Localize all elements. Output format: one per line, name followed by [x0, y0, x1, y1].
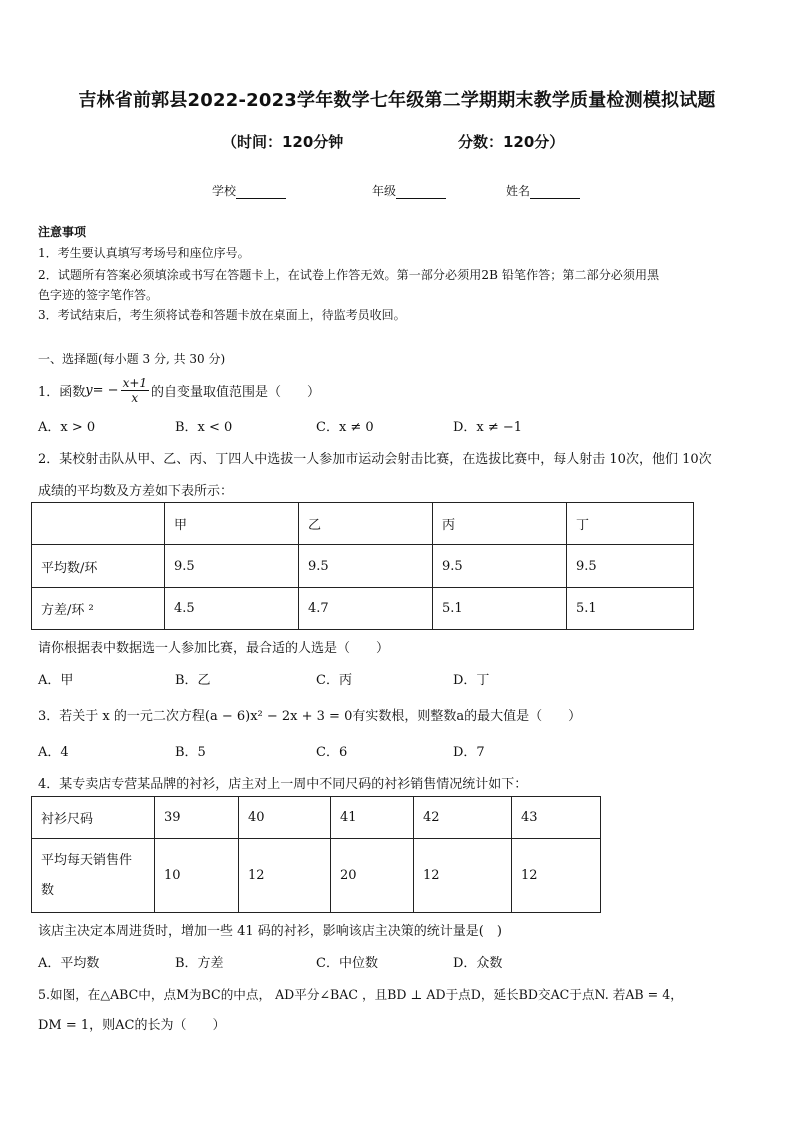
q1-eq: = −	[92, 382, 119, 398]
school-field[interactable]	[212, 182, 286, 199]
name-field[interactable]	[506, 182, 580, 199]
question-5-cont: DM = 1，则AC的长为（ ）	[38, 1018, 226, 1033]
table-cell: 丁	[567, 503, 694, 545]
table-row	[32, 588, 694, 630]
table-cell: 5.1	[433, 588, 567, 630]
row-label-line: 平均每天销售件	[41, 852, 133, 868]
grade-field[interactable]	[372, 182, 446, 199]
q2-option-b[interactable]: B．乙	[175, 673, 211, 688]
q2-table	[31, 502, 694, 630]
q3-option-d[interactable]: D．7	[453, 745, 485, 760]
q2-question: 请你根据表中数据选一人参加比赛，最合适的人选是（ ）	[38, 641, 390, 656]
grade-label: 年级	[372, 184, 397, 198]
table-cell: 9.5	[299, 545, 433, 588]
q4-option-b[interactable]: B．方差	[175, 956, 224, 971]
table-cell: 乙	[299, 503, 433, 545]
q1-suffix: 的自变量取值范围是（ ）	[151, 384, 321, 400]
q1-var-y: y	[85, 382, 93, 398]
q2-option-c[interactable]: C．丙	[316, 673, 352, 688]
table-cell: 12	[414, 839, 512, 913]
q3-option-c[interactable]: C．6	[316, 745, 348, 760]
q3-option-a[interactable]: A．4	[38, 745, 69, 760]
q1-fraction	[121, 376, 149, 405]
note-item: 色字迹的签字笔作答。	[38, 288, 159, 302]
q4-option-a[interactable]: A．平均数	[38, 956, 100, 971]
q1-option-b[interactable]: B．x < 0	[175, 420, 233, 435]
q1-denominator: x	[131, 390, 139, 405]
exam-score: 分数：120分）	[458, 133, 565, 151]
table-cell: 9.5	[165, 545, 299, 588]
q3-option-b[interactable]: B．5	[175, 745, 206, 760]
question-4: 4．某专卖店专营某品牌的衬衫，店主对上一周中不同尺码的衬衫销售情况统计如下：	[38, 777, 528, 792]
table-cell: 20	[331, 839, 414, 913]
table-cell: 4.7	[299, 588, 433, 630]
table-row	[32, 545, 694, 588]
question-5: 5.如图，在△ABC中，点M为BC的中点， AD平分∠BAC ，且BD ⊥ AD于点D，延长BD交AC于点N. 若AB = 4，	[38, 987, 683, 1002]
q1-option-c[interactable]: C．x ≠ 0	[316, 420, 374, 435]
note-item: 1．考生要认真填写考场号和座位序号。	[38, 246, 250, 260]
name-label: 姓名	[506, 184, 531, 198]
question-3: 3．若关于 x 的一元二次方程(a − 6)x² − 2x + 3 = 0有实数根，则整数a的最大值是（ ）	[38, 709, 582, 724]
table-cell: 39	[155, 797, 239, 839]
table-cell: 12	[239, 839, 331, 913]
table-cell: 4.5	[165, 588, 299, 630]
exam-title: 吉林省前郭县2022-2023学年数学七年级第二学期期末教学质量检测模拟试题	[78, 90, 716, 111]
table-cell: 平均数/环	[32, 545, 165, 588]
table-cell	[32, 503, 165, 545]
table-cell: 43	[512, 797, 601, 839]
table-cell: 9.5	[433, 545, 567, 588]
table-row	[32, 797, 601, 839]
exam-time: （时间：120分钟	[222, 133, 344, 151]
question-1	[38, 370, 320, 410]
q1-option-a[interactable]: A．x > 0	[38, 420, 96, 435]
notes-heading: 注意事项	[38, 225, 87, 239]
q1-option-d[interactable]: D．x ≠ −1	[453, 420, 523, 435]
table-cell: 丙	[433, 503, 567, 545]
q2-option-a[interactable]: A．甲	[38, 673, 74, 688]
table-cell: 衬衫尺码	[32, 797, 155, 839]
school-blank[interactable]	[236, 187, 286, 199]
table-cell: 5.1	[567, 588, 694, 630]
school-label: 学校	[212, 184, 237, 198]
table-cell: 方差/环 ²	[32, 588, 165, 630]
question-2: 2．某校射击队从甲、乙、丙、丁四人中选拔一人参加市运动会射击比赛，在选拔比赛中，每人射击 10次，他们 10次	[38, 452, 712, 467]
table-cell: 9.5	[567, 545, 694, 588]
q4-option-d[interactable]: D．众数	[453, 956, 503, 971]
note-item: 2．试题所有答案必须填涂或书写在答题卡上，在试卷上作答无效。第一部分必须用2B 铅笔作答；第二部分必须用黑	[38, 268, 660, 282]
name-blank[interactable]	[530, 187, 580, 199]
note-item: 3．考试结束后，考生须将试卷和答题卡放在桌面上，待监考员收回。	[38, 308, 406, 322]
table-cell: 40	[239, 797, 331, 839]
q2-option-d[interactable]: D．丁	[453, 673, 490, 688]
table-cell: 10	[155, 839, 239, 913]
q4-question: 该店主决定本周进货时，增加一些 41 码的衬衫，影响该店主决策的统计量是( )	[38, 924, 502, 939]
table-cell: 甲	[165, 503, 299, 545]
table-cell: 42	[414, 797, 512, 839]
question-2-cont: 成绩的平均数及方差如下表所示：	[38, 484, 234, 499]
q1-numerator: x+1	[122, 375, 148, 390]
table-cell: 41	[331, 797, 414, 839]
table-cell: 12	[512, 839, 601, 913]
q4-option-c[interactable]: C．中位数	[316, 956, 378, 971]
table-cell	[32, 839, 155, 913]
row-label-line: 数	[41, 882, 55, 898]
table-row	[32, 503, 694, 545]
grade-blank[interactable]	[396, 187, 446, 199]
table-row	[32, 839, 601, 913]
section-heading: 一、选择题(每小题 3 分, 共 30 分)	[38, 352, 226, 366]
q4-table	[31, 796, 601, 913]
q1-prefix: 1．函数	[38, 384, 86, 400]
